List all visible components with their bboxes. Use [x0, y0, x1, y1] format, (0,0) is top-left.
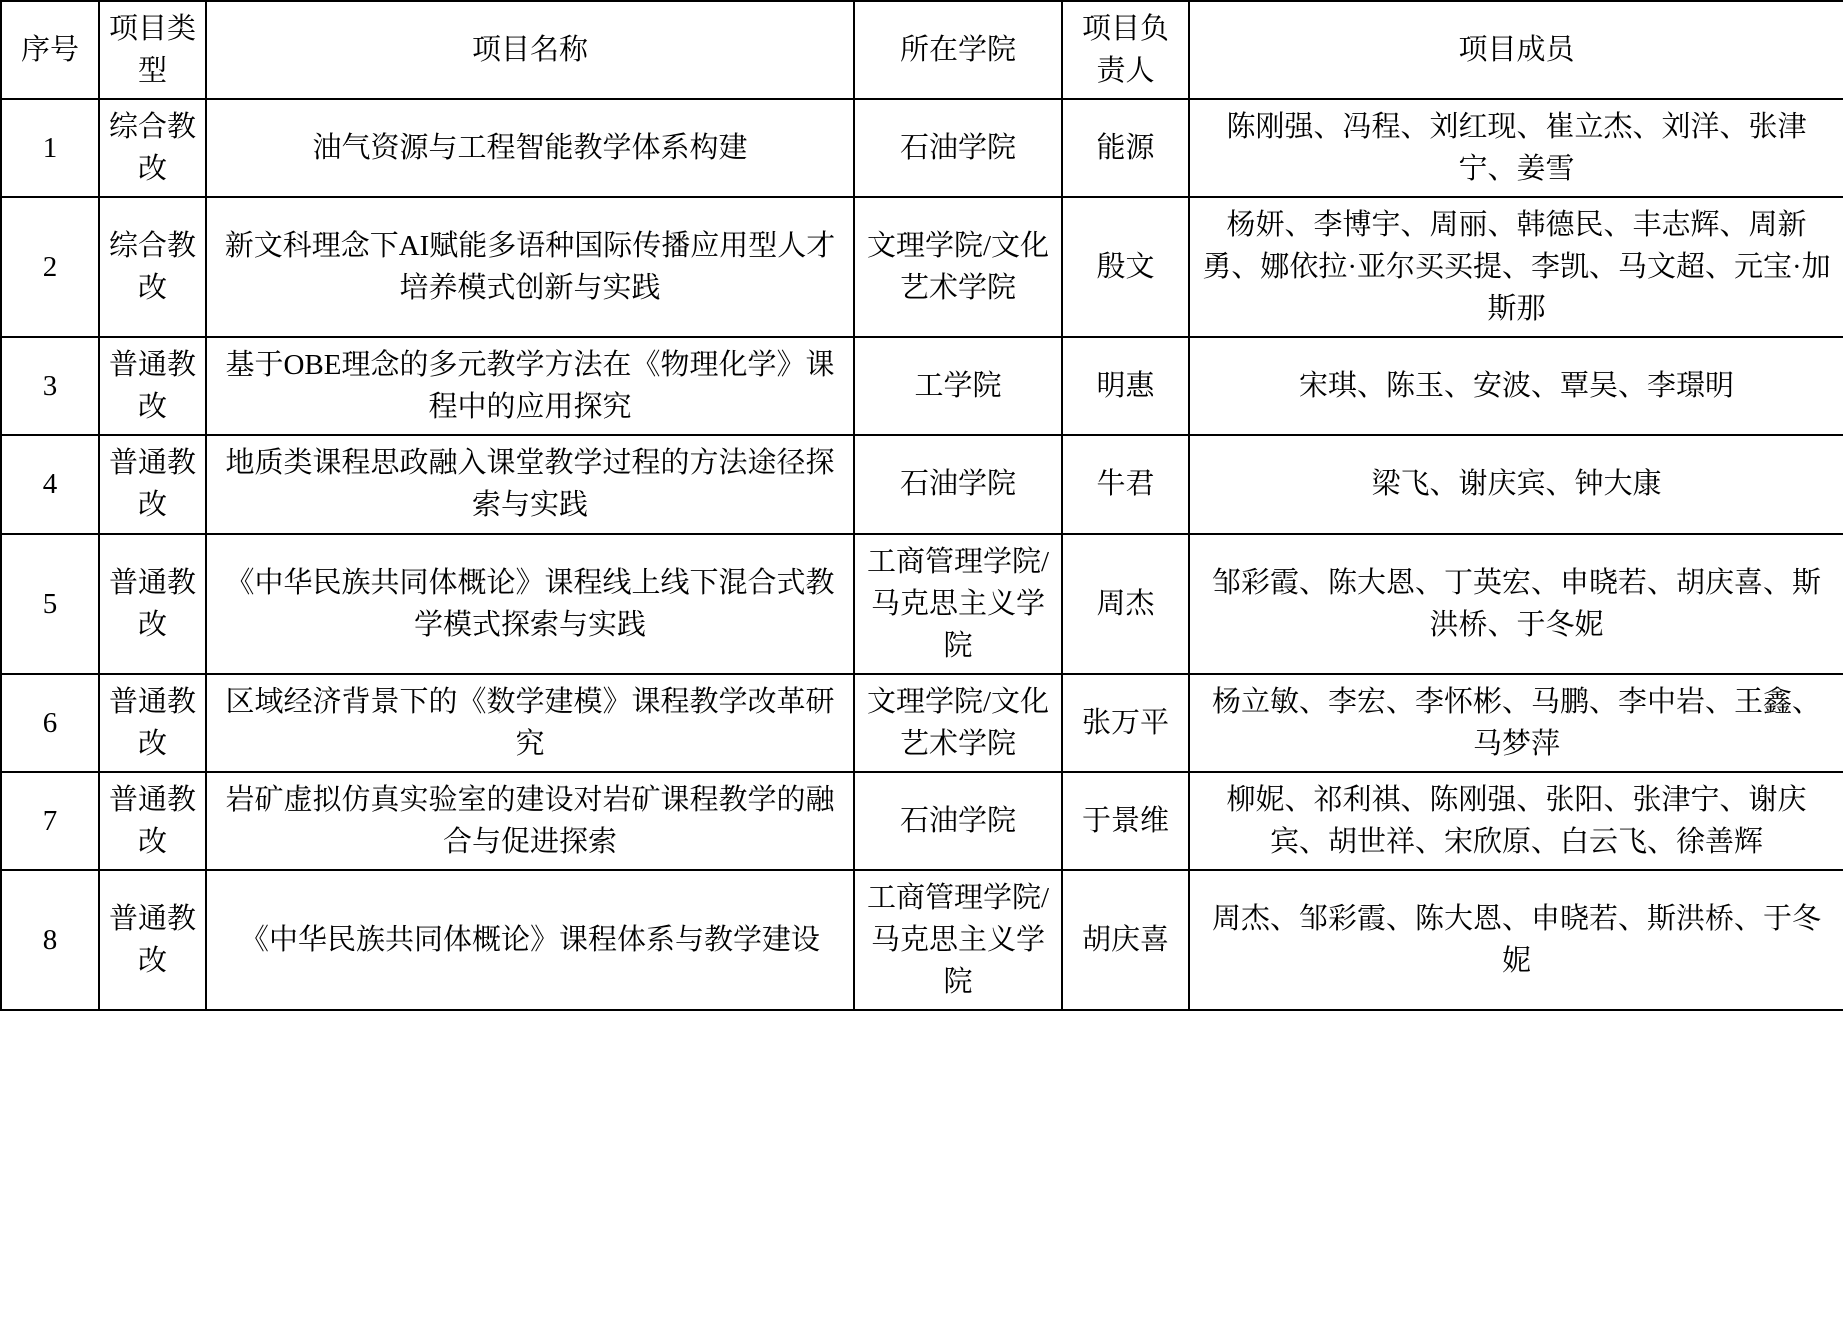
cell-project-name: 地质类课程思政融入课堂教学过程的方法途径探索与实践: [206, 435, 854, 533]
cell-college: 工学院: [854, 337, 1062, 435]
cell-index: 3: [1, 337, 99, 435]
cell-index: 1: [1, 99, 99, 197]
cell-college: 石油学院: [854, 99, 1062, 197]
table-row: [1, 870, 1843, 1010]
cell-members: 杨立敏、李宏、李怀彬、马鹏、李中岩、王鑫、马梦萍: [1189, 674, 1843, 772]
table-header: [1, 1, 1843, 99]
column-header-type: 项目类型: [99, 1, 206, 99]
cell-college: 石油学院: [854, 772, 1062, 870]
cell-members: 周杰、邹彩霞、陈大恩、申晓若、斯洪桥、于冬妮: [1189, 870, 1843, 1010]
cell-leader: 周杰: [1062, 534, 1189, 674]
column-header-name: 项目名称: [206, 1, 854, 99]
cell-project-name: 岩矿虚拟仿真实验室的建设对岩矿课程教学的融合与促进探索: [206, 772, 854, 870]
cell-leader: 于景维: [1062, 772, 1189, 870]
cell-type: 普通教改: [99, 337, 206, 435]
cell-members: 杨妍、李博宇、周丽、韩德民、丰志辉、周新勇、娜依拉·亚尔买买提、李凯、马文超、元宝·加斯那: [1189, 197, 1843, 337]
table-row: [1, 534, 1843, 674]
column-header-members: 项目成员: [1189, 1, 1843, 99]
cell-type: 普通教改: [99, 534, 206, 674]
cell-leader: 张万平: [1062, 674, 1189, 772]
cell-project-name: 《中华民族共同体概论》课程线上线下混合式教学模式探索与实践: [206, 534, 854, 674]
cell-type: 普通教改: [99, 435, 206, 533]
cell-type: 综合教改: [99, 99, 206, 197]
cell-project-name: 油气资源与工程智能教学体系构建: [206, 99, 854, 197]
cell-members: 陈刚强、冯程、刘红现、崔立杰、刘洋、张津宁、姜雪: [1189, 99, 1843, 197]
table-row: [1, 99, 1843, 197]
table-header-row: [1, 1, 1843, 99]
cell-college: 工商管理学院/马克思主义学院: [854, 534, 1062, 674]
table-body: [1, 99, 1843, 1010]
cell-type: 普通教改: [99, 674, 206, 772]
cell-index: 8: [1, 870, 99, 1010]
table-row: [1, 674, 1843, 772]
cell-college: 工商管理学院/马克思主义学院: [854, 870, 1062, 1010]
cell-index: 6: [1, 674, 99, 772]
cell-index: 7: [1, 772, 99, 870]
cell-members: 梁飞、谢庆宾、钟大康: [1189, 435, 1843, 533]
cell-leader: 能源: [1062, 99, 1189, 197]
table-row: [1, 435, 1843, 533]
cell-project-name: 新文科理念下AI赋能多语种国际传播应用型人才培养模式创新与实践: [206, 197, 854, 337]
cell-leader: 明惠: [1062, 337, 1189, 435]
cell-type: 普通教改: [99, 772, 206, 870]
cell-college: 文理学院/文化艺术学院: [854, 197, 1062, 337]
cell-project-name: 《中华民族共同体概论》课程体系与教学建设: [206, 870, 854, 1010]
cell-type: 综合教改: [99, 197, 206, 337]
cell-leader: 牛君: [1062, 435, 1189, 533]
cell-index: 5: [1, 534, 99, 674]
table-row: [1, 337, 1843, 435]
cell-index: 4: [1, 435, 99, 533]
cell-members: 柳妮、祁利祺、陈刚强、张阳、张津宁、谢庆宾、胡世祥、宋欣原、白云飞、徐善辉: [1189, 772, 1843, 870]
cell-college: 文理学院/文化艺术学院: [854, 674, 1062, 772]
cell-project-name: 基于OBE理念的多元教学方法在《物理化学》课程中的应用探究: [206, 337, 854, 435]
cell-project-name: 区域经济背景下的《数学建模》课程教学改革研究: [206, 674, 854, 772]
cell-members: 宋琪、陈玉、安波、覃吴、李璟明: [1189, 337, 1843, 435]
cell-type: 普通教改: [99, 870, 206, 1010]
table-row: [1, 772, 1843, 870]
cell-leader: 胡庆喜: [1062, 870, 1189, 1010]
column-header-college: 所在学院: [854, 1, 1062, 99]
table-row: [1, 197, 1843, 337]
cell-leader: 殷文: [1062, 197, 1189, 337]
cell-members: 邹彩霞、陈大恩、丁英宏、申晓若、胡庆喜、斯洪桥、于冬妮: [1189, 534, 1843, 674]
column-header-leader: 项目负责人: [1062, 1, 1189, 99]
column-header-index: 序号: [1, 1, 99, 99]
cell-college: 石油学院: [854, 435, 1062, 533]
cell-index: 2: [1, 197, 99, 337]
